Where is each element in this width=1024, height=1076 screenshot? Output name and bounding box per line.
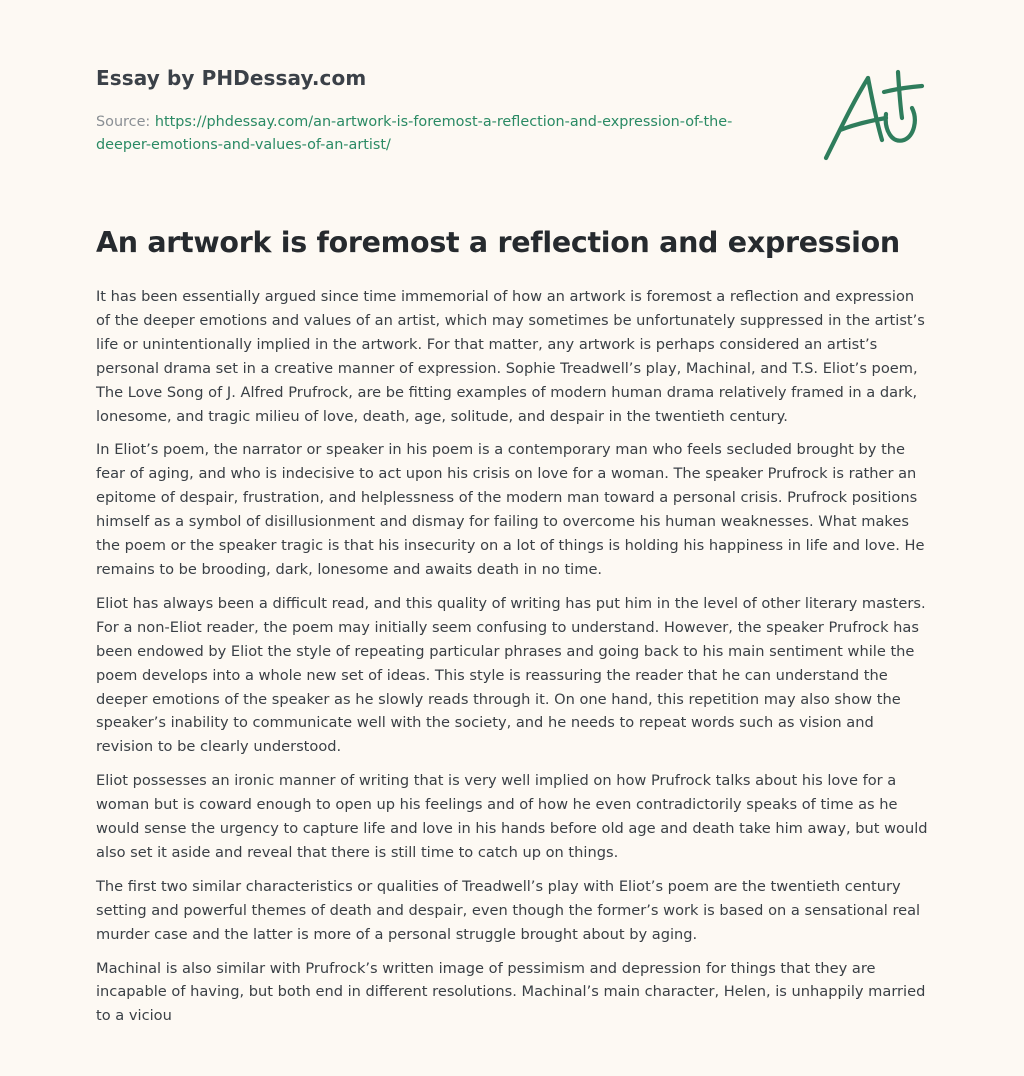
source-link[interactable]: https://phdessay.com/an-artwork-is-foremost-a-reflection-and-expression-of-the-deeper-emotions-and-values-of-an-artist/ [96,114,733,153]
site-brand[interactable]: Essay by PHDessay.com [96,66,367,90]
essay-body [96,285,932,1038]
essay-paragraph: Eliot has always been a difficult read, and this quality of writing has put him in the level of other literary masters. For a non-Eliot reader, the poem may initially seem confusing to understand. However, the speaker Prufrock has been endowed by Eliot the style of repeating particular phrases and going back to his main sentiment while the poem develops into a whole new set of ideas. This style is reassuring the reader that he can understand the deeper emotions of the speaker as he slowly reads through it. On one hand, this repetition may also show the speaker’s inability to communicate well with the society, and he needs to repeat words such as vision and revision to be clearly understood. [96,594,926,756]
source-line [96,111,776,157]
essay-paragraph: The first two similar characteristics or qualities of Treadwell’s play with Eliot’s poem are the twentieth century setting and powerful themes of death and despair, even though the former’s work is based on a sensational real murder case and the latter is more of a personal struggle brought about by aging. [96,877,921,943]
essay-paragraph: Machinal is also similar with Prufrock’s written image of pessimism and depression for things that they are incapable of having, but both end in different resolutions. Machinal’s main character, Helen, is unhappily married to a viciou [96,959,926,1025]
source-label: Source: [96,114,151,130]
essay-paragraph: Eliot possesses an ironic manner of writing that is very well implied on how Prufrock talks about his love for a woman but is coward enough to open up his feelings and of how he even contradictorily speaks of time as he would sense the urgency to capture life and love in his hands before old age and death take him away, but would also set it aside and reveal that there is still time to catch up on things. [96,772,928,861]
essay-paragraph: In Eliot’s poem, the narrator or speaker in his poem is a contemporary man who feels secluded brought by the fear of aging, and who is indecisive to act upon his crisis on love for a woman. The speaker Prufrock is rather an epitome of despair, frustration, and helplessness of the modern man toward a personal crisis. Prufrock positions himself as a symbol of disillusionment and dismay for failing to overcome his human weaknesses. What makes the poem or the speaker tragic is that his insecurity on a lot of things is holding his happiness in life and love. He remains to be brooding, dark, lonesome and awaits death in no time. [96,441,925,578]
a-plus-logo-icon [822,68,926,164]
essay-title: An artwork is foremost a reflection and expression [96,226,900,259]
essay-paragraph: It has been essentially argued since time immemorial of how an artwork is foremost a reflection and expression of the deeper emotions and values of an artist, which may sometimes be unfortunately suppressed in the artist’s life or unintentionally implied in the artwork. For that matter, any artwork is perhaps considered an artist’s personal drama set in a creative manner of expression. Sophie Treadwell’s play, Machinal, and T.S. Eliot’s poem, The Love Song of J. Alfred Prufrock, are be fitting examples of modern human drama relatively framed in a dark, lonesome, and tragic milieu of love, death, age, solitude, and despair in the twentieth century. [96,288,925,425]
